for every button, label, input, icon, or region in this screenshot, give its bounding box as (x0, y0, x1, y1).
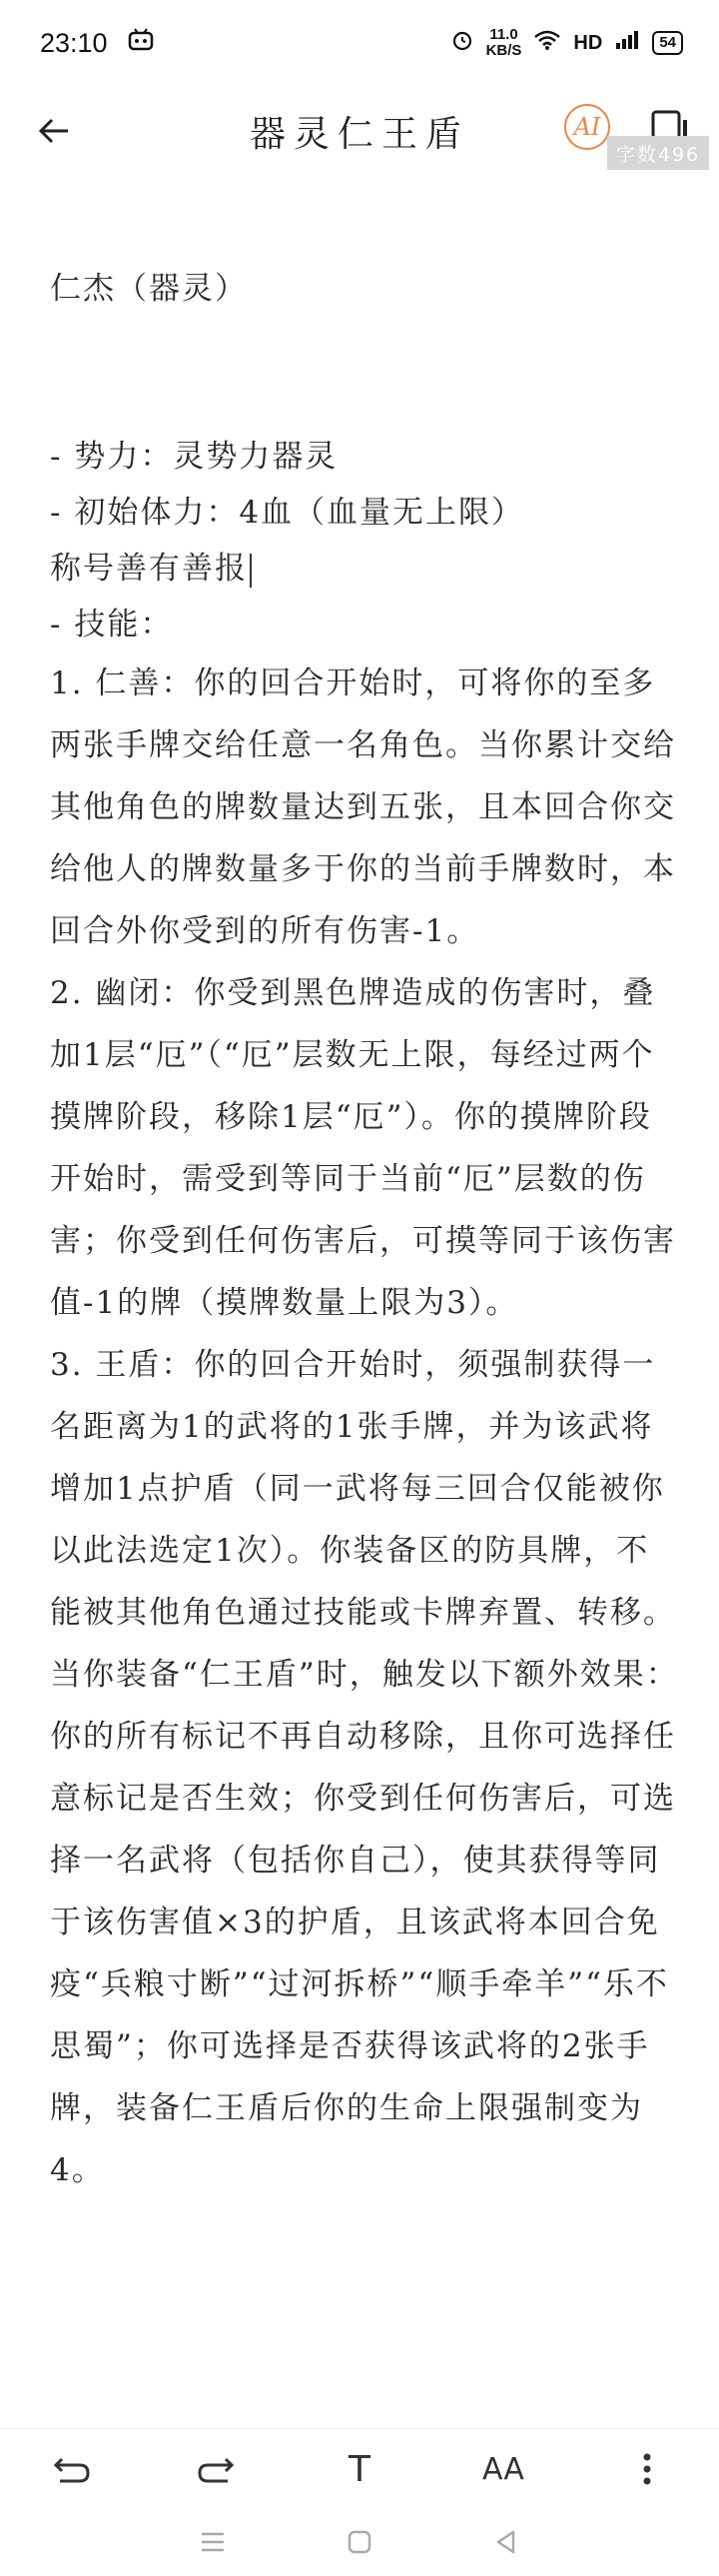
back-triangle-icon (491, 2527, 521, 2557)
undo-icon (52, 2451, 92, 2487)
more-icon (641, 2451, 653, 2487)
nav-menu-button[interactable] (193, 2522, 233, 2562)
page-title: 器灵仁王盾 (249, 114, 469, 155)
skill-3: 3. 王盾：你的回合开始时，须强制获得一名距离为1的武将的1张手牌，并为该武将增加1点护盾（同一武将每三回合仅能被你以此法选定1次）。你装备区的防具牌，不能被其他角色通过技能或卡牌弃置、转移。当你装备“仁王盾”时，触发以下额外效果：你的所有标记不再自动移除，且你可选择任意标记是否生效；你受到任何伤害后，可选择一名武将（包括你自己），使其获得等同于该伤害值×3的护盾，且该武将本回合免疫“兵粮寸断”“过河拆桥”“顺手牵羊”“乐不思蜀”；你可选择是否获得该武将的2张手牌，装备仁王盾后你的生命上限强制变为4。 (50, 1347, 679, 2188)
nav-home-button[interactable] (340, 2522, 379, 2562)
ai-button[interactable]: AI (564, 104, 610, 150)
edit-toolbar (0, 2428, 719, 2509)
more-button[interactable] (617, 2439, 677, 2499)
redo-icon (196, 2451, 236, 2487)
note-body[interactable] (50, 205, 679, 2201)
font-size-button[interactable]: AA (482, 2451, 524, 2487)
menu-icon (198, 2530, 228, 2554)
title-line: 称号善有善报 (50, 541, 679, 597)
system-nav-bar (0, 2508, 719, 2576)
skills-label: - 技能： (50, 607, 174, 643)
status-bar (0, 0, 719, 86)
skill-2: 2. 幽闭：你受到黑色牌造成的伤害时，叠加1层“厄”（“厄”层数无上限，每经过两个摸牌阶段，移除1层“厄”）。你的摸牌阶段开始时，需受到等同于当前“厄”层数的伤害；你受到任何伤害后，可摸等同于该伤害值-1的牌（摸牌数量上限为3）。 (50, 975, 676, 1321)
word-count-badge: 字数496 (607, 136, 709, 170)
wifi-icon (533, 29, 561, 57)
alarm-icon (450, 28, 474, 58)
text-style-button[interactable]: T (349, 2448, 370, 2490)
undo-button[interactable] (42, 2439, 102, 2499)
battery-indicator: 54 (652, 31, 683, 55)
signal-icon (614, 29, 640, 57)
home-icon (345, 2527, 374, 2557)
nav-back-button[interactable] (486, 2522, 526, 2562)
notification-icon (128, 28, 154, 59)
hp-line: - 初始体力：4血（血量无上限） (50, 495, 525, 531)
net-speed: 11.0 KB/S (485, 26, 522, 59)
redo-button[interactable] (186, 2439, 246, 2499)
text-cursor (250, 554, 252, 588)
skill-1: 1. 仁善：你的回合开始时，可将你的至多两张手牌交给任意一名角色。当你累计交给其他角色的牌数量达到五张，且本回合你交给他人的牌数量多于你的当前手牌数时，本回合外你受到的所有伤害-1。 (50, 665, 676, 949)
hd-indicator: HD (573, 31, 603, 54)
clock: 23:10 (40, 27, 108, 58)
note-heading: 仁杰（器灵） (50, 271, 248, 307)
faction-line: - 势力：灵势力器灵 (50, 439, 339, 475)
